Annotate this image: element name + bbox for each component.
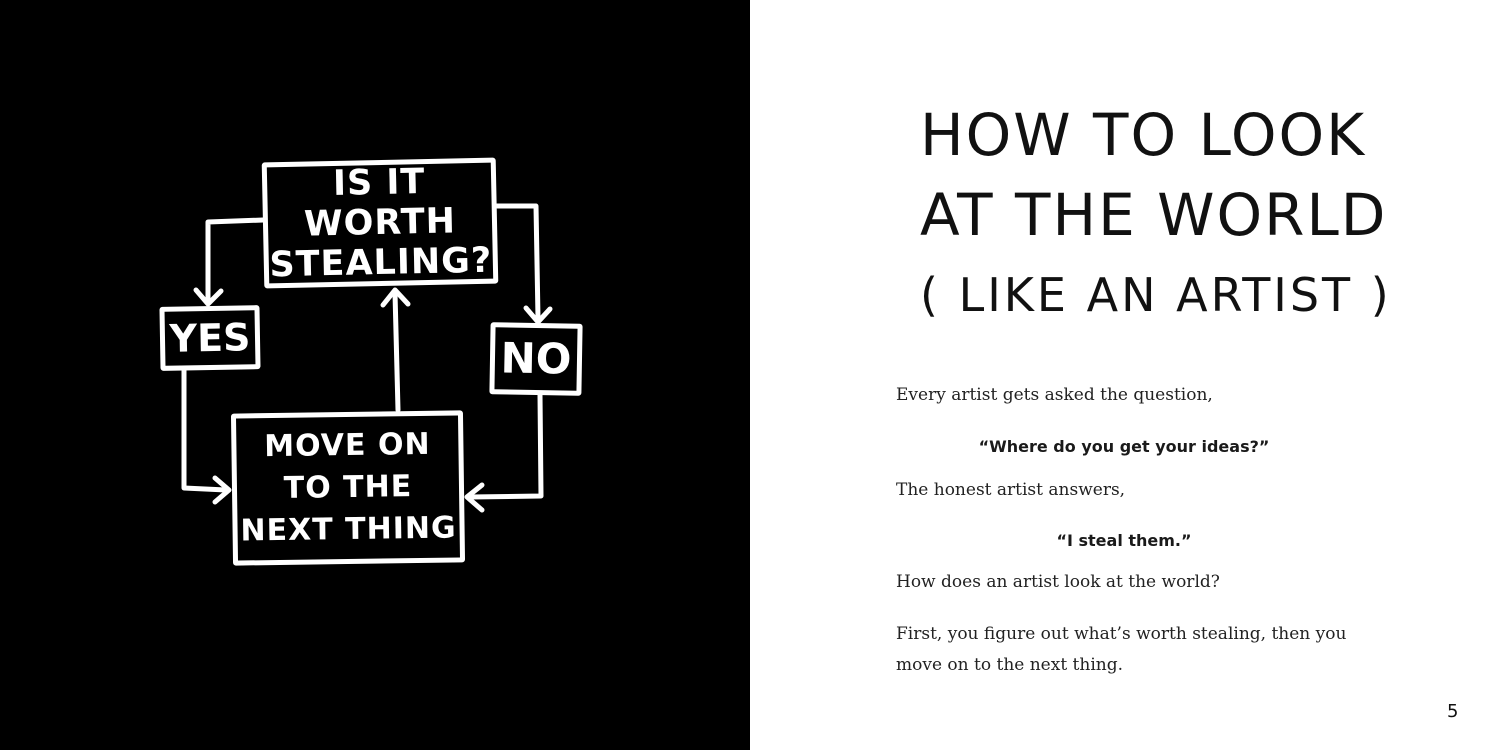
flowchart-no-box [489, 322, 582, 396]
paragraph-4: First, you figure out what’s worth stealing, then you move on to the next thing. [896, 624, 1347, 675]
paragraph-2: The honest artist answers, [896, 480, 1126, 500]
right-page-text [750, 0, 1500, 750]
connector-move-to-question [395, 293, 398, 410]
connector-question-to-no [497, 206, 538, 318]
title-line-2: AT THE WORLD [920, 181, 1388, 249]
quote-1: “Where do you get your ideas?” [978, 437, 1270, 456]
connector-yes-to-move [184, 370, 226, 490]
flowchart-move-on-box [231, 410, 465, 565]
chapter-title [920, 95, 1392, 335]
flowchart-question-box [262, 158, 499, 289]
paragraph-3: How does an artist look at the world? [896, 572, 1220, 592]
flowchart-yes-box [159, 305, 260, 371]
flowchart-question-text: IS IT WORTH STEALING? [269, 162, 493, 286]
title-line-1: HOW TO LOOK [920, 101, 1367, 169]
connector-no-to-move [470, 395, 541, 497]
page-number: 5 [1447, 701, 1459, 722]
connector-question-to-yes [208, 220, 263, 300]
paragraph-1: Every artist gets asked the question, [896, 385, 1213, 405]
flowchart-yes-text: YES [169, 315, 251, 361]
flowchart-move-on-text: MOVE ON TO THE NEXT THING [240, 426, 457, 549]
flowchart-no-text: NO [500, 333, 572, 384]
title-line-3: ( LIKE AN ARTIST ) [920, 268, 1392, 322]
quote-2: “I steal them.” [1056, 531, 1192, 550]
